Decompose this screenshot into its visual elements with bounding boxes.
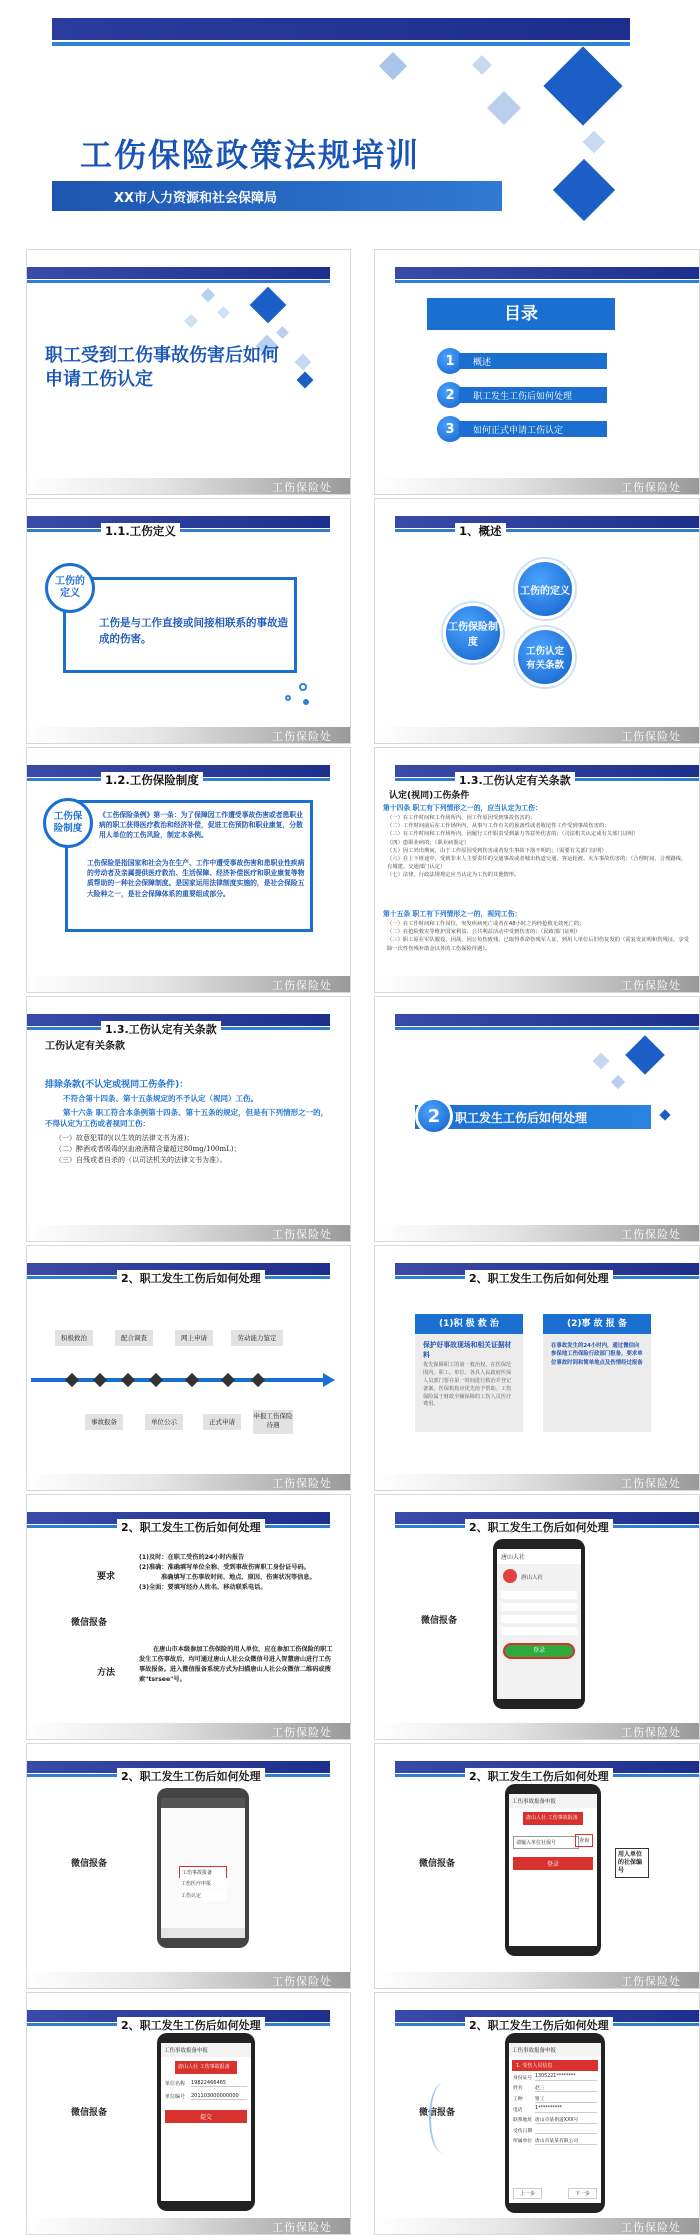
form-value[interactable]: 201103000000000 bbox=[191, 2093, 247, 2100]
decor-diamond bbox=[659, 1109, 670, 1120]
slide-heading: 2、职工发生工伤后如何处理 bbox=[465, 2017, 613, 2033]
toc-label: 如何正式申请工伤认定 bbox=[473, 426, 564, 436]
decor-diamond bbox=[593, 1053, 610, 1070]
form-label: 身份证号 bbox=[513, 2076, 533, 2081]
slide-heading: 1.1.工伤定义 bbox=[101, 523, 180, 539]
slide-footer bbox=[27, 727, 350, 743]
rescue-title-bar bbox=[415, 1314, 523, 1334]
rescue-body-2: 优先保障职工的第一救治权，在医保范围内，职工、单位、各县人民政府医保人员部门要在第一时间进行救治并登记备案，医保机构应优先给予帮助。工伤保险属于财政全额保障的工伤人员医疗费用。 bbox=[423, 1362, 512, 1408]
system-para-2: 工伤保险是指国家和社会为在生产、工作中遭受事故伤害和患职业性疾病的劳动者及亲属提供医疗救治、生活保障、经济补偿医疗和职业康复等物质帮助的一种社会保障制度。是国家运用法律制度实施的，是社会保险五大险种之一，是社会保障体系的重要组成部分。 bbox=[87, 859, 305, 898]
form-label: 单位名称 bbox=[165, 2081, 186, 2087]
form-row bbox=[165, 2093, 247, 2100]
footer-text: 工伤保险处 bbox=[272, 481, 332, 494]
phone-mockup bbox=[493, 1539, 585, 1709]
article-14-list bbox=[387, 814, 691, 880]
login-button[interactable]: 登录 bbox=[505, 1645, 573, 1657]
flow-arrow-head bbox=[323, 1373, 335, 1387]
slide-heading: 2、职工发生工伤后如何处理 bbox=[117, 1768, 265, 1784]
article-14-title: 第十四条 职工有下列情形之一的，应当认定为工伤： bbox=[383, 804, 542, 812]
slide-14 bbox=[26, 1743, 351, 1989]
decor-diamond bbox=[295, 354, 312, 371]
confirm-button[interactable]: 登录 bbox=[513, 1857, 593, 1870]
prev-button[interactable]: 上一步 bbox=[513, 2188, 542, 2199]
exclusion-line: 不符合第十四条、第十五条规定的不予认定（视同）工伤。 bbox=[63, 1094, 258, 1103]
slide-heading: 1.3.工伤认定有关条款 bbox=[455, 772, 575, 788]
article-14-item: （六）在上下班途中，受到非本人主要责任的交通事故或者城市轨道交通、客运轮渡、火车事故伤害的；（合理时间、合理路线，有城建、交通部门认定） bbox=[387, 856, 687, 871]
footer-text: 工伤保险处 bbox=[272, 1477, 332, 1490]
slide-heading: 1.3.工伤认定有关条款 bbox=[101, 1021, 221, 1037]
cover-diamond bbox=[583, 131, 606, 154]
slide-footer bbox=[375, 2218, 699, 2234]
badge-text: 工伤的定义 bbox=[55, 575, 85, 599]
form-row bbox=[513, 2074, 597, 2081]
slide-footer bbox=[375, 976, 699, 992]
phone-mockup bbox=[505, 2033, 605, 2213]
toc-item[interactable] bbox=[437, 348, 617, 374]
toc-title-box bbox=[427, 298, 615, 330]
requirement-line: (1)及时：在职工受伤的24小时内报告 bbox=[139, 1554, 245, 1561]
decor-dots bbox=[275, 681, 315, 711]
method-text: 在唐山市本级参加工伤保险的用人单位，应在参加工伤保险的职工发生工伤事故后，均可通过唐山人社公众微信号进入智慧唐山进行工伤事故报备。进入微信报备系统方式为扫描唐山人社公众微信二维码或搜索"tsrsee"号。 bbox=[139, 1646, 333, 1683]
cover-diamond bbox=[487, 91, 521, 125]
slide-7 bbox=[374, 747, 700, 993]
sub-heading: 工伤认定有关条款 bbox=[45, 1041, 125, 1052]
cover-diamond bbox=[553, 159, 615, 221]
form-row bbox=[513, 2116, 597, 2124]
slide-9-section bbox=[374, 996, 700, 1242]
requirement-list bbox=[139, 1553, 335, 1593]
form-label: 单位编号 bbox=[165, 2094, 186, 2100]
slide-header-line bbox=[395, 280, 699, 283]
screen-title: 工伤事故报备申报 bbox=[509, 2043, 601, 2057]
side-label: 微信报备 bbox=[419, 1859, 456, 1869]
cover-title: 工伤保险政策法规培训 bbox=[80, 136, 421, 174]
slide-heading: 1.2.工伤保险制度 bbox=[101, 772, 203, 788]
exclusion-line: 第十六条 职工符合本条例第十四条、第十五条的规定，但是有下列情形之一的，不得认定为工伤或者视同工伤： bbox=[45, 1108, 329, 1129]
slide-header-line bbox=[27, 280, 330, 283]
slide-heading: 2、职工发生工伤后如何处理 bbox=[465, 1768, 613, 1784]
slide-footer bbox=[375, 478, 699, 494]
slide-heading: 2、职工发生工伤后如何处理 bbox=[465, 1270, 613, 1286]
phone-mockup bbox=[157, 2033, 255, 2211]
search-button[interactable]: 查询 bbox=[575, 1834, 593, 1847]
form-value[interactable]: 唐山市某某有限公司 bbox=[535, 2137, 597, 2145]
slide-header-line bbox=[395, 1027, 699, 1030]
slide-12 bbox=[26, 1494, 351, 1740]
system-para-1: 《工伤保险条例》第一条：为了保障因工作遭受事故伤害或者患职业病的职工获得医疗救治和经济补偿，促进工伤预防和职业康复，分散用人单位的工伤风险，制定本条例。 bbox=[99, 811, 303, 840]
phone-screen bbox=[509, 2043, 601, 2203]
article-14-item: （四）患职业病的；（职业病鉴定） bbox=[387, 839, 470, 846]
exclusion-list bbox=[55, 1133, 335, 1167]
form-row bbox=[513, 2137, 597, 2145]
form-row bbox=[165, 2080, 247, 2087]
toc-label-bar bbox=[459, 421, 607, 437]
slide-footer bbox=[27, 2218, 350, 2234]
slide-17 bbox=[374, 1992, 700, 2235]
article-15-list bbox=[387, 920, 691, 953]
slide-2 bbox=[26, 249, 351, 495]
bubble-insurance-system[interactable]: 工伤保险制度 bbox=[443, 603, 503, 663]
label-method: 方法 bbox=[97, 1668, 116, 1678]
footer-text: 工伤保险处 bbox=[272, 1228, 332, 1241]
system-badge bbox=[43, 798, 93, 848]
toc-label: 概述 bbox=[473, 358, 492, 368]
article-14-item: （五）因工外出期间，由于工作原因受到伤害或者发生事故下落不明的；（需要有关部门证明） bbox=[387, 847, 607, 854]
cover-top-band bbox=[52, 18, 630, 40]
slide-heading: 2、职工发生工伤后如何处理 bbox=[117, 1270, 265, 1286]
definition-text: 工伤是与工作直接或间接相联系的事故造成的伤害。 bbox=[99, 617, 288, 646]
form-row bbox=[513, 2095, 597, 2103]
footer-text: 工伤保险处 bbox=[272, 1726, 332, 1739]
report-title: (2)事 故 报 备 bbox=[567, 1319, 627, 1329]
form-label: 所属单位 bbox=[513, 2139, 533, 2144]
form-value[interactable] bbox=[535, 2127, 597, 2134]
footer-text: 工伤保险处 bbox=[621, 979, 681, 992]
slide-10-flow bbox=[26, 1245, 351, 1491]
form-value[interactable]: 19822466465 bbox=[191, 2080, 247, 2087]
app-logo bbox=[503, 1569, 517, 1583]
screen-title: 工伤事故报备申报 bbox=[161, 2043, 251, 2057]
report-title-bar bbox=[543, 1314, 651, 1334]
section-num: 2 bbox=[415, 1097, 453, 1135]
slide-heading: 2、职工发生工伤后如何处理 bbox=[117, 1519, 265, 1535]
decor-arc bbox=[429, 2083, 457, 2153]
form-label: 受伤日期 bbox=[513, 2129, 533, 2134]
article-14-item: （七）法律、行政法规规定应当认定为工伤的其他情形。 bbox=[387, 872, 520, 879]
footer-text: 工伤保险处 bbox=[272, 1975, 332, 1988]
decor-diamond bbox=[201, 288, 215, 302]
slide-footer bbox=[27, 1723, 350, 1739]
footer-text: 工伤保险处 bbox=[272, 979, 332, 992]
slide-footer bbox=[27, 478, 350, 494]
slide-footer bbox=[27, 1972, 350, 1988]
toc-num: 3 bbox=[437, 416, 463, 442]
flow-step-bottom: 单位公示 bbox=[145, 1414, 183, 1430]
slide-footer bbox=[375, 1972, 699, 1988]
footer-text: 工伤保险处 bbox=[621, 481, 681, 494]
side-label: 微信报备 bbox=[421, 1616, 458, 1626]
slide-heading: 2、职工发生工伤后如何处理 bbox=[465, 1519, 613, 1535]
cover-diamond bbox=[543, 46, 622, 125]
footer-text: 工伤保险处 bbox=[272, 730, 332, 743]
decor-diamond bbox=[297, 372, 314, 389]
menu-item[interactable]: 工伤事故报备 bbox=[179, 1866, 227, 1879]
toc-item[interactable] bbox=[437, 382, 617, 408]
decor-diamond bbox=[611, 1075, 625, 1089]
phone-screen bbox=[161, 1798, 245, 1938]
toc-label-bar bbox=[459, 353, 607, 369]
form-label: 联系地址 bbox=[513, 2118, 533, 2123]
flow-step-top: 配合调查 bbox=[115, 1330, 153, 1346]
footer-text: 工伤保险处 bbox=[621, 1726, 681, 1739]
footer-text: 工伤保险处 bbox=[272, 2221, 332, 2234]
top-tag: 唐山人社 工伤事故报备 bbox=[523, 1812, 583, 1825]
section-title: 职工发生工伤后如何处理 bbox=[455, 1111, 588, 1125]
slide-13 bbox=[374, 1494, 700, 1740]
side-label: 微信报备 bbox=[71, 2108, 108, 2118]
side-label: 微信报备 bbox=[419, 2108, 456, 2118]
rescue-card bbox=[415, 1314, 523, 1432]
phone-screen bbox=[509, 1794, 597, 1946]
label-wechat: 微信报备 bbox=[71, 1618, 108, 1628]
rescue-title: (1)积 极 救 治 bbox=[439, 1319, 499, 1329]
phone-screen bbox=[161, 2043, 251, 2201]
report-card bbox=[543, 1314, 651, 1432]
step-bar: 1. 受伤人员信息 bbox=[512, 2060, 598, 2071]
decor-diamond bbox=[184, 314, 198, 328]
top-tag: 唐山人社 工伤事故报备 bbox=[175, 2061, 237, 2074]
flow-step-top: 劳动能力鉴定 bbox=[231, 1330, 283, 1346]
decor-diamond bbox=[625, 1035, 665, 1075]
phone-screen bbox=[497, 1549, 581, 1699]
form-label: 电话 bbox=[513, 2108, 523, 2113]
slide-11 bbox=[374, 1245, 700, 1491]
app-sub: 唐山人社 bbox=[521, 1575, 544, 1581]
slide-16 bbox=[26, 1992, 351, 2235]
footer-text: 工伤保险处 bbox=[621, 2221, 681, 2234]
footer-text: 工伤保险处 bbox=[621, 1975, 681, 1988]
slide-header-line bbox=[395, 529, 699, 532]
rescue-body: 保护好事故现场和相关证据材料 bbox=[423, 1341, 512, 1360]
submit-button[interactable]: 提交 bbox=[165, 2110, 247, 2123]
slide-4 bbox=[26, 498, 351, 744]
bubble-definition[interactable]: 工伤的定义 bbox=[515, 559, 575, 619]
slide-footer bbox=[375, 727, 699, 743]
flow-step-bottom: 正式申请 bbox=[203, 1414, 241, 1430]
phone-mockup bbox=[505, 1784, 601, 1956]
slide-footer bbox=[27, 976, 350, 992]
cover-top-line bbox=[52, 42, 630, 46]
next-button[interactable]: 下一步 bbox=[568, 2188, 597, 2199]
slide-footer bbox=[375, 1723, 699, 1739]
decor-diamond bbox=[250, 287, 287, 324]
requirement-line: (2)准确：准确填写单位全称、受到事故伤害职工身份证号码。 bbox=[139, 1563, 310, 1571]
slide-heading: 1、概述 bbox=[455, 523, 506, 539]
slide-footer bbox=[375, 1474, 699, 1490]
slide-15 bbox=[374, 1743, 700, 1989]
article-14-item: （二）工作时间前后在工作场所内，从事与工作有关的预备性或者收尾性工作受到事故伤害的； bbox=[387, 823, 610, 830]
article-14-item: （三）在工作时间和工作场所内，因履行工作职责受到暴力等意外伤害的；（司法机关认定或有关部门证明） bbox=[387, 831, 639, 838]
article-15-title: 第十五条 职工有下列情形之一的，视同工伤： bbox=[383, 910, 522, 918]
phone-mockup bbox=[157, 1788, 249, 1948]
slide-title: 职工受到工伤事故伤害后如何申请工伤认定 bbox=[45, 345, 279, 391]
toc-label-bar bbox=[459, 387, 607, 403]
slide-header-band bbox=[395, 516, 699, 528]
slide-header-band bbox=[395, 267, 699, 279]
decor-diamond bbox=[217, 306, 230, 319]
toc-title: 目录 bbox=[504, 304, 538, 324]
toc-item[interactable] bbox=[437, 416, 617, 442]
sub-heading: 认定(视同)工伤条件 bbox=[389, 791, 470, 801]
form-value[interactable]: 赵三 bbox=[535, 2084, 597, 2092]
slide-header-band bbox=[395, 1014, 699, 1026]
cover-subtitle: XX市人力资源和社会保障局 bbox=[114, 191, 278, 206]
slide-cover bbox=[0, 0, 700, 248]
definition-badge bbox=[45, 563, 95, 613]
search-input[interactable]: 请输入单位社保号 bbox=[513, 1836, 579, 1849]
badge-text: 工伤保险制度 bbox=[53, 811, 83, 834]
toc-num: 2 bbox=[437, 382, 463, 408]
form-label: 工种 bbox=[513, 2097, 523, 2102]
toc-num: 1 bbox=[437, 348, 463, 374]
form-row bbox=[513, 2127, 597, 2134]
decor-diamond bbox=[276, 326, 289, 339]
requirement-line: (3)全面：要填写经办人姓名、移动联系电话。 bbox=[139, 1583, 267, 1591]
side-label: 微信报备 bbox=[71, 1859, 108, 1869]
menu-item[interactable]: 工伤认定 bbox=[179, 1890, 227, 1901]
slide-footer bbox=[27, 1474, 350, 1490]
slide-8 bbox=[26, 996, 351, 1242]
flow-step-top: 积极救治 bbox=[55, 1330, 93, 1346]
label-requirement: 要求 bbox=[97, 1572, 116, 1582]
footer-text: 工伤保险处 bbox=[621, 730, 681, 743]
exclusion-item: （一）故意犯罪的(以生效的法律文书为准)； bbox=[55, 1134, 194, 1142]
exclusion-title: 排除条款(不认定或视同工伤条件)： bbox=[45, 1080, 189, 1090]
form-row bbox=[513, 2084, 597, 2092]
cover-diamond bbox=[379, 52, 407, 80]
app-header: 唐山人社 bbox=[497, 1549, 581, 1564]
form-label: 姓名 bbox=[513, 2086, 523, 2091]
cover-subtitle-bar bbox=[52, 181, 502, 211]
slide-footer bbox=[27, 1225, 350, 1241]
toc-label: 职工发生工伤后如何处理 bbox=[473, 392, 573, 402]
form-value[interactable]: 钳工 bbox=[535, 2095, 597, 2103]
slide-3-toc bbox=[374, 249, 700, 495]
bubble-terms[interactable]: 工伤认定有关条款 bbox=[515, 627, 575, 687]
form-row bbox=[513, 2106, 597, 2113]
report-body: 在事故发生的24小时内，通过微信向参保地工伤保险行政部门报备，要求单位事故时间和简单地点及伤情经过报备 bbox=[551, 1343, 643, 1366]
form-value[interactable]: 唐山市某街道XXX号 bbox=[535, 2116, 597, 2124]
article-15-item: （三）职工原在军队服役，因战、因公负伤致残，已取得革命伤残军人证，到用人单位后旧伤复发的（需复发证明和伤残证，享受除一次性伤残补助金以外的工伤保险待遇）。 bbox=[387, 937, 689, 952]
slide-6 bbox=[26, 747, 351, 993]
flow-step-bottom: 申报工伤保险待遇 bbox=[253, 1410, 293, 1434]
article-15-item: （二）在抢险救灾等维护国家利益、公共利益活动中受到伤害的；（民政部门证明） bbox=[387, 929, 581, 936]
flow-step-bottom: 事故报备 bbox=[85, 1414, 123, 1430]
callout-box: 用人单位的社保编号 bbox=[615, 1848, 649, 1878]
article-15-item: （一）在工作时间和工作岗位，突发疾病死亡或者在48小时之内经抢救无效死亡的； bbox=[387, 921, 585, 927]
slide-5 bbox=[374, 498, 700, 744]
slide-header-band bbox=[27, 267, 330, 279]
footer-text: 工伤保险处 bbox=[621, 1477, 681, 1490]
flow-step-top: 网上申请 bbox=[175, 1330, 213, 1346]
article-14-item: （一）在工作时间和工作场所内，因工作原因受到事故伤害的； bbox=[387, 815, 536, 821]
menu-item[interactable]: 工伤医疗申报 bbox=[179, 1878, 227, 1889]
slide-heading: 2、职工发生工伤后如何处理 bbox=[117, 2017, 265, 2033]
form-value[interactable]: 1305221******** bbox=[535, 2074, 597, 2081]
nav-row bbox=[513, 2188, 597, 2199]
form-value[interactable]: 1********** bbox=[535, 2106, 597, 2113]
screen-title: 工伤事故报备申报 bbox=[509, 1794, 597, 1808]
exclusion-item: （二）醉酒或者吸毒的(血液酒精含量超过80mg/100mL)； bbox=[55, 1145, 241, 1154]
footer-text: 工伤保险处 bbox=[621, 1228, 681, 1241]
exclusion-item: （三）自残或者自杀的（以司法机关的法律文书为准）。 bbox=[55, 1156, 227, 1165]
requirement-line: 准确填写工伤事故时间、地点、原因、伤害状况等信息。 bbox=[161, 1573, 316, 1581]
cover-diamond bbox=[472, 55, 492, 75]
slide-footer bbox=[375, 1225, 699, 1241]
